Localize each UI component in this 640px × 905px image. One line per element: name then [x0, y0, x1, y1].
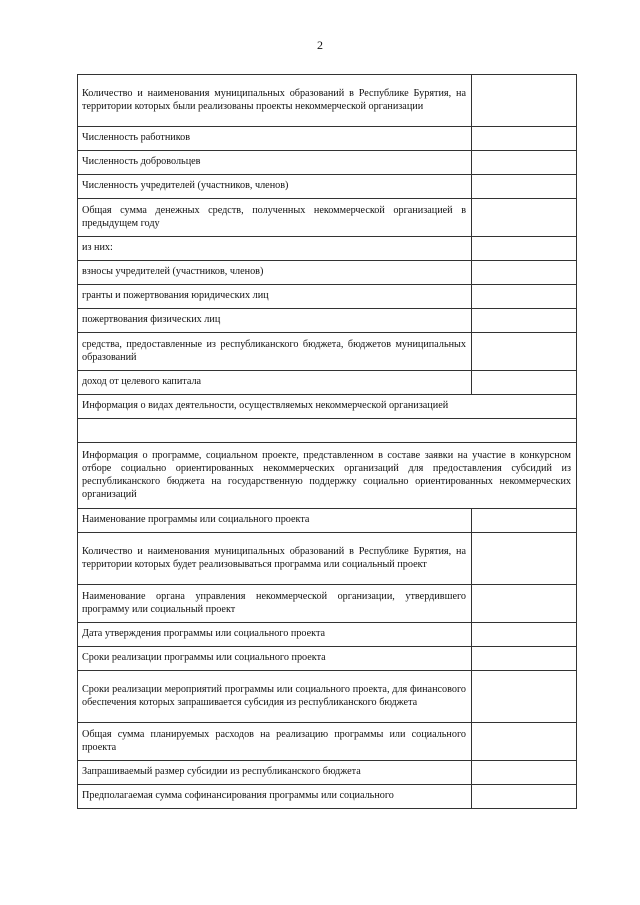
row-value-cell[interactable] [472, 623, 577, 647]
form-row [78, 671, 577, 723]
row-value-cell[interactable] [472, 75, 577, 127]
row-label: пожертвования физических лиц [78, 309, 472, 333]
row-label: Запрашиваемый размер субсидии из республиканского бюджета [78, 761, 472, 785]
row-value-cell[interactable] [472, 285, 577, 309]
form-row [78, 623, 577, 647]
row-label: Количество и наименования муниципальных образований в Республике Бурятия, на территории которых были реализованы проекты некоммерческой организации [78, 75, 472, 127]
form-row [78, 419, 577, 443]
row-label: Численность учредителей (участников, членов) [78, 175, 472, 199]
row-label: Количество и наименования муниципальных образований в Республике Бурятия, на территории которых будет реализовываться программа или социальный проект [78, 533, 472, 585]
form-row [78, 509, 577, 533]
form-row [78, 261, 577, 285]
form-row [78, 151, 577, 175]
row-value-cell[interactable] [472, 585, 577, 623]
application-form-table [77, 74, 577, 809]
row-label: из них: [78, 237, 472, 261]
form-row [78, 585, 577, 623]
row-label: доход от целевого капитала [78, 371, 472, 395]
row-label: Общая сумма планируемых расходов на реализацию программы или социального проекта [78, 723, 472, 761]
row-label: Общая сумма денежных средств, полученных некоммерческой организацией в предыдущем году [78, 199, 472, 237]
form-row [78, 533, 577, 585]
row-label: средства, предоставленные из республиканского бюджета, бюджетов муниципальных образований [78, 333, 472, 371]
row-value-cell[interactable] [472, 671, 577, 723]
form-row [78, 647, 577, 671]
form-row [78, 199, 577, 237]
row-value-cell[interactable] [472, 761, 577, 785]
form-row [78, 761, 577, 785]
blank-entry-cell[interactable] [78, 419, 577, 443]
row-label: гранты и пожертвования юридических лиц [78, 285, 472, 309]
form-row [78, 75, 577, 127]
form-row [78, 285, 577, 309]
form-row [78, 309, 577, 333]
section-heading-cell: Информация о видах деятельности, осуществляемых некоммерческой организацией [78, 395, 577, 419]
row-value-cell[interactable] [472, 785, 577, 809]
form-row [78, 333, 577, 371]
row-value-cell[interactable] [472, 199, 577, 237]
row-value-cell[interactable] [472, 509, 577, 533]
form-row [78, 785, 577, 809]
form-table-body [78, 75, 577, 809]
form-row [78, 175, 577, 199]
page-number: 2 [317, 38, 323, 52]
row-value-cell[interactable] [472, 151, 577, 175]
form-row [78, 127, 577, 151]
row-label: Предполагаемая сумма софинансирования программы или социального [78, 785, 472, 809]
form-row [78, 395, 577, 419]
section-heading-cell: Информация о программе, социальном проекте, представленном в составе заявки на участие в конкурсном отборе социально ориентированных некоммерческих организаций для предоставления субсидий из республиканского бюджета на государственную поддержку социально ориентированных некоммерческих организаций [78, 443, 577, 509]
row-label: Наименование органа управления некоммерческой организации, утвердившего программу или социальный проект [78, 585, 472, 623]
row-value-cell[interactable] [472, 533, 577, 585]
row-value-cell[interactable] [472, 647, 577, 671]
row-value-cell[interactable] [472, 237, 577, 261]
form-row [78, 443, 577, 509]
row-value-cell[interactable] [472, 261, 577, 285]
row-label: Численность работников [78, 127, 472, 151]
row-value-cell[interactable] [472, 371, 577, 395]
form-row [78, 371, 577, 395]
row-label: Сроки реализации программы или социального проекта [78, 647, 472, 671]
form-row [78, 237, 577, 261]
row-value-cell[interactable] [472, 723, 577, 761]
form-row [78, 723, 577, 761]
row-label: Численность добровольцев [78, 151, 472, 175]
row-label: Наименование программы или социального проекта [78, 509, 472, 533]
row-value-cell[interactable] [472, 309, 577, 333]
row-value-cell[interactable] [472, 175, 577, 199]
row-label: Сроки реализации мероприятий программы или социального проекта, для финансового обеспечения которых запрашивается субсидия из республиканского бюджета [78, 671, 472, 723]
row-label: взносы учредителей (участников, членов) [78, 261, 472, 285]
row-label: Дата утверждения программы или социального проекта [78, 623, 472, 647]
row-value-cell[interactable] [472, 333, 577, 371]
row-value-cell[interactable] [472, 127, 577, 151]
